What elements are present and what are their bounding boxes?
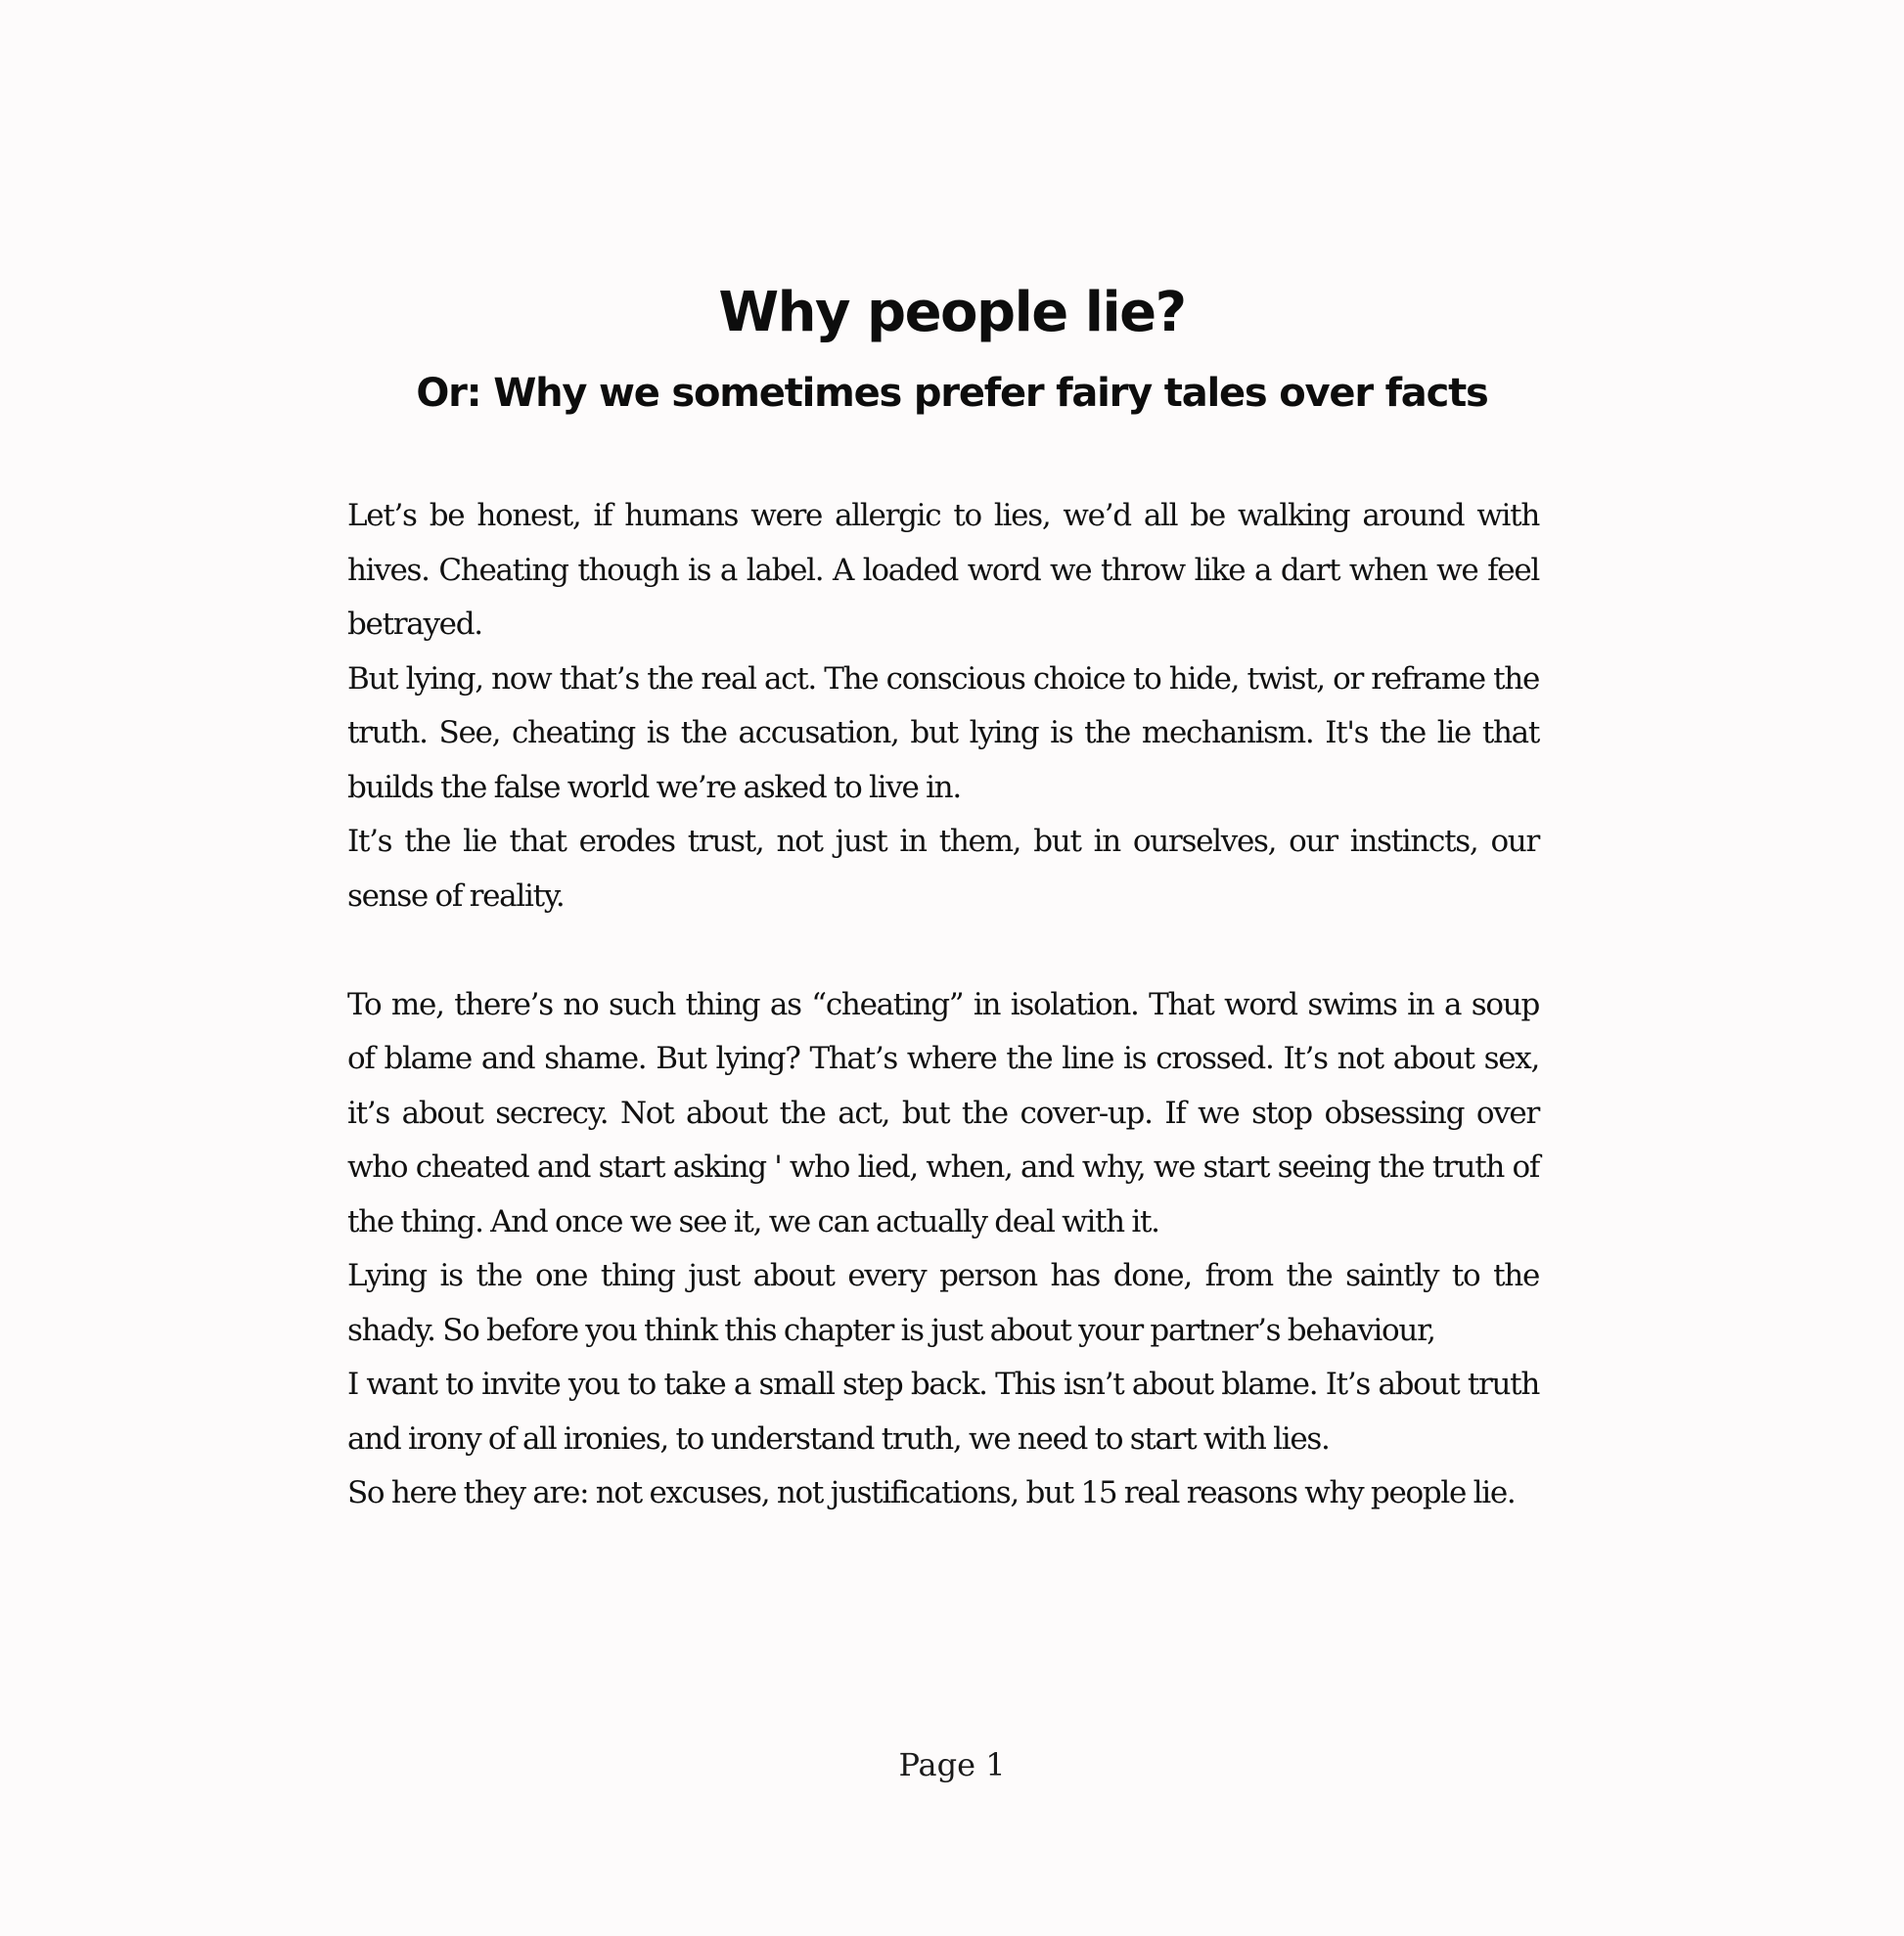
text-line: But lying, now that’s the real act. The conscious choice to hide, twist, or reframe the xyxy=(347,660,1539,697)
page-number: Page 1 xyxy=(898,1746,1006,1783)
text-line: of blame and shame. But lying? That’s where the line is crossed. It’s not about sex, xyxy=(347,1041,1539,1076)
page-subtitle: Or: Why we sometimes prefer fairy tales over facts xyxy=(416,371,1488,416)
paragraph-2 xyxy=(347,978,1539,1521)
body-text xyxy=(347,489,1539,1521)
text-line: it’s about secrecy. Not about the act, but the cover-up. If we stop obsessing over xyxy=(347,1095,1539,1131)
text-line: betrayed. xyxy=(347,607,482,642)
text-line: shady. So before you think this chapter is just about your partner’s behaviour, xyxy=(347,1312,1435,1348)
text-line: truth. See, cheating is the accusation, but lying is the mechanism. It's the lie that xyxy=(347,715,1539,750)
text-line: Lying is the one thing just about every person has done, from the saintly to the xyxy=(347,1258,1539,1293)
paragraph-1 xyxy=(347,489,1539,923)
text-line: So here they are: not excuses, not justifications, but 15 real reasons why people lie. xyxy=(347,1475,1516,1510)
paragraph-spacer xyxy=(347,923,1539,978)
text-line: I want to invite you to take a small step back. This isn’t about blame. It’s about truth xyxy=(347,1367,1539,1402)
text-line: It’s the lie that erodes trust, not just in them, but in ourselves, our instincts, our xyxy=(347,824,1539,859)
text-line: builds the false world we’re asked to live in. xyxy=(347,769,961,805)
text-line: the thing. And once we see it, we can actually deal with it. xyxy=(347,1203,1159,1239)
page-title: Why people lie? xyxy=(718,281,1186,344)
text-line: To me, there’s no such thing as “cheating” in isolation. That word swims in a soup xyxy=(347,986,1539,1022)
text-line: sense of reality. xyxy=(347,878,565,914)
text-line: and irony of all ironies, to understand truth, we need to start with lies. xyxy=(347,1420,1330,1457)
text-line: hives. Cheating though is a label. A loaded word we throw like a dart when we feel xyxy=(347,552,1539,588)
text-line: who cheated and start asking ' who lied, when, and why, we start seeing the truth of xyxy=(347,1149,1539,1185)
text-line: Let’s be honest, if humans were allergic to lies, we’d all be walking around with xyxy=(347,498,1539,533)
